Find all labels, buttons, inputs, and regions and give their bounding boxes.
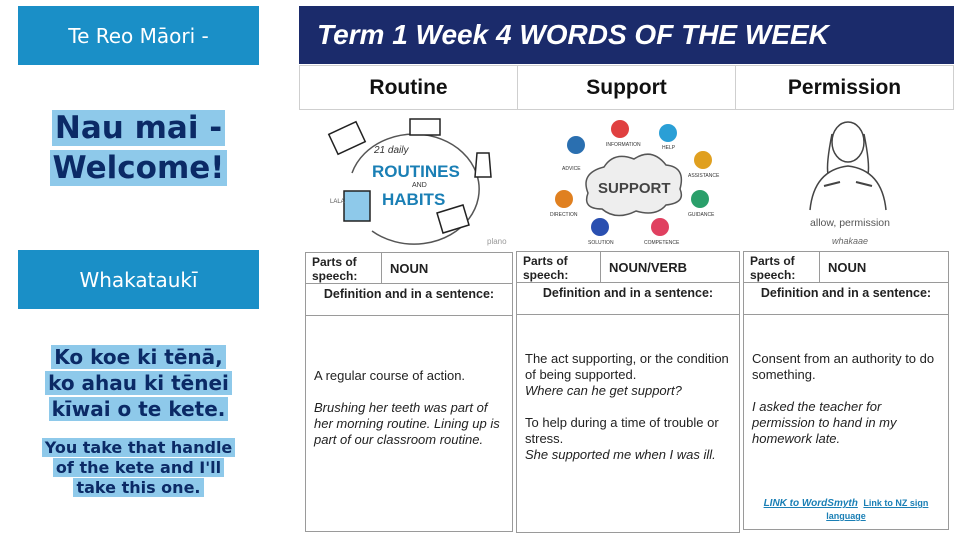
parts-of-speech-row — [306, 253, 512, 284]
routines-caption-top: 21 daily — [374, 145, 409, 156]
laptop-icon — [329, 122, 365, 155]
translation-line: take this one. — [73, 478, 203, 497]
book-icon — [437, 205, 469, 233]
nz-sign-language-link[interactable]: Link to NZ sign language — [826, 498, 929, 521]
proverb-translation — [18, 438, 259, 498]
definition-heading: Definition and in a sentence: — [744, 283, 948, 315]
parts-of-speech-value: NOUN — [828, 259, 867, 275]
parts-of-speech-label: Parts of speech: — [744, 252, 820, 282]
help-icon — [659, 124, 677, 142]
definition-body — [517, 315, 739, 471]
image-credit: plano — [487, 237, 507, 246]
wordsmyth-link[interactable]: LINK to WordSmyth — [763, 498, 858, 509]
support-label: COMPETENCE — [644, 240, 680, 246]
example-sentence: She supported me when I was ill. — [525, 447, 716, 462]
routines-line-1: ROUTINES — [372, 162, 460, 181]
definition-body — [306, 316, 512, 472]
parts-of-speech-label: Parts of speech: — [517, 252, 601, 282]
proverb-line: kīwai o te kete. — [49, 397, 229, 421]
parts-of-speech-label: Parts of speech: — [306, 253, 382, 283]
support-center-text: SUPPORT — [598, 180, 671, 197]
parts-of-speech-value: NOUN/VERB — [609, 259, 688, 275]
example-sentence: I asked the teacher for permission to hand in my homework late. — [752, 399, 897, 446]
routine-card — [305, 252, 513, 532]
te-reo-maori-label: Te Reo Māori - — [18, 6, 259, 65]
word-routine: Routine — [300, 66, 518, 109]
routines-line-2: HABITS — [382, 190, 446, 209]
definition-text: Consent from an authority to do something. — [752, 351, 935, 382]
example-sentence: Brushing her teeth was part of her morning routine. Lining up is part of our classroom routine. — [314, 400, 500, 447]
support-label: DIRECTION — [550, 212, 578, 218]
routines-and: AND — [412, 182, 427, 189]
clock-icon — [410, 119, 440, 135]
support-label: INFORMATION — [606, 142, 641, 148]
translation-line: You take that handle — [42, 438, 236, 457]
head-icon — [832, 122, 864, 162]
direction-icon — [555, 190, 573, 208]
support-label: HELP — [662, 145, 676, 151]
words-row — [299, 65, 954, 110]
definition-text: To help during a time of trouble or stress. — [525, 415, 719, 446]
competence-icon — [651, 218, 669, 236]
support-label: ADVICE — [562, 166, 581, 172]
coffee-icon — [475, 153, 491, 177]
advice-icon — [567, 136, 585, 154]
information-icon — [611, 120, 629, 138]
welcome-line-1: Nau mai - — [52, 110, 225, 146]
definition-heading: Definition and in a sentence: — [517, 283, 739, 315]
word-permission: Permission — [787, 75, 902, 99]
support-label: ASSISTANCE — [688, 173, 720, 179]
assistance-icon — [694, 151, 712, 169]
support-label: SOLUTION — [588, 240, 614, 246]
routines-habits-illustration — [312, 113, 520, 248]
guidance-icon — [691, 190, 709, 208]
person-icon — [344, 191, 370, 221]
translation-line: of the kete and I'll — [53, 458, 224, 477]
whakatauki-label: Whakataukī — [18, 250, 259, 309]
word-support: Support — [518, 66, 736, 109]
definition-heading: Definition and in a sentence: — [306, 284, 512, 316]
definition-text: The act supporting, or the condition of being supported. — [525, 351, 729, 382]
proverb-line: Ko koe ki tēnā, — [51, 345, 225, 369]
proverb-line: ko ahau ki tēnei — [45, 371, 232, 395]
page-title: Term 1 Week 4 WORDS OF THE WEEK — [299, 6, 954, 64]
parts-of-speech-row — [744, 252, 948, 283]
proverb — [18, 345, 259, 423]
permission-subcaption: whakaae — [831, 236, 869, 246]
welcome-heading — [18, 108, 259, 188]
torso-icon — [810, 166, 886, 210]
example-sentence: Where can he get support? — [525, 383, 682, 398]
support-label: GUIDANCE — [688, 212, 715, 218]
permission-caption: allow, permission — [810, 217, 890, 229]
routines-side-label: LALA — [330, 199, 345, 205]
definition-text: A regular course of action. — [314, 368, 466, 383]
support-illustration — [548, 115, 720, 247]
welcome-line-2: Welcome! — [50, 150, 228, 186]
parts-of-speech-value: NOUN — [390, 260, 429, 276]
permission-card — [743, 251, 949, 530]
support-card — [516, 251, 740, 533]
parts-of-speech-row — [517, 252, 739, 283]
solution-icon — [591, 218, 609, 236]
links-area — [744, 497, 948, 523]
definition-body — [744, 315, 948, 471]
permission-sign-illustration — [790, 114, 910, 250]
